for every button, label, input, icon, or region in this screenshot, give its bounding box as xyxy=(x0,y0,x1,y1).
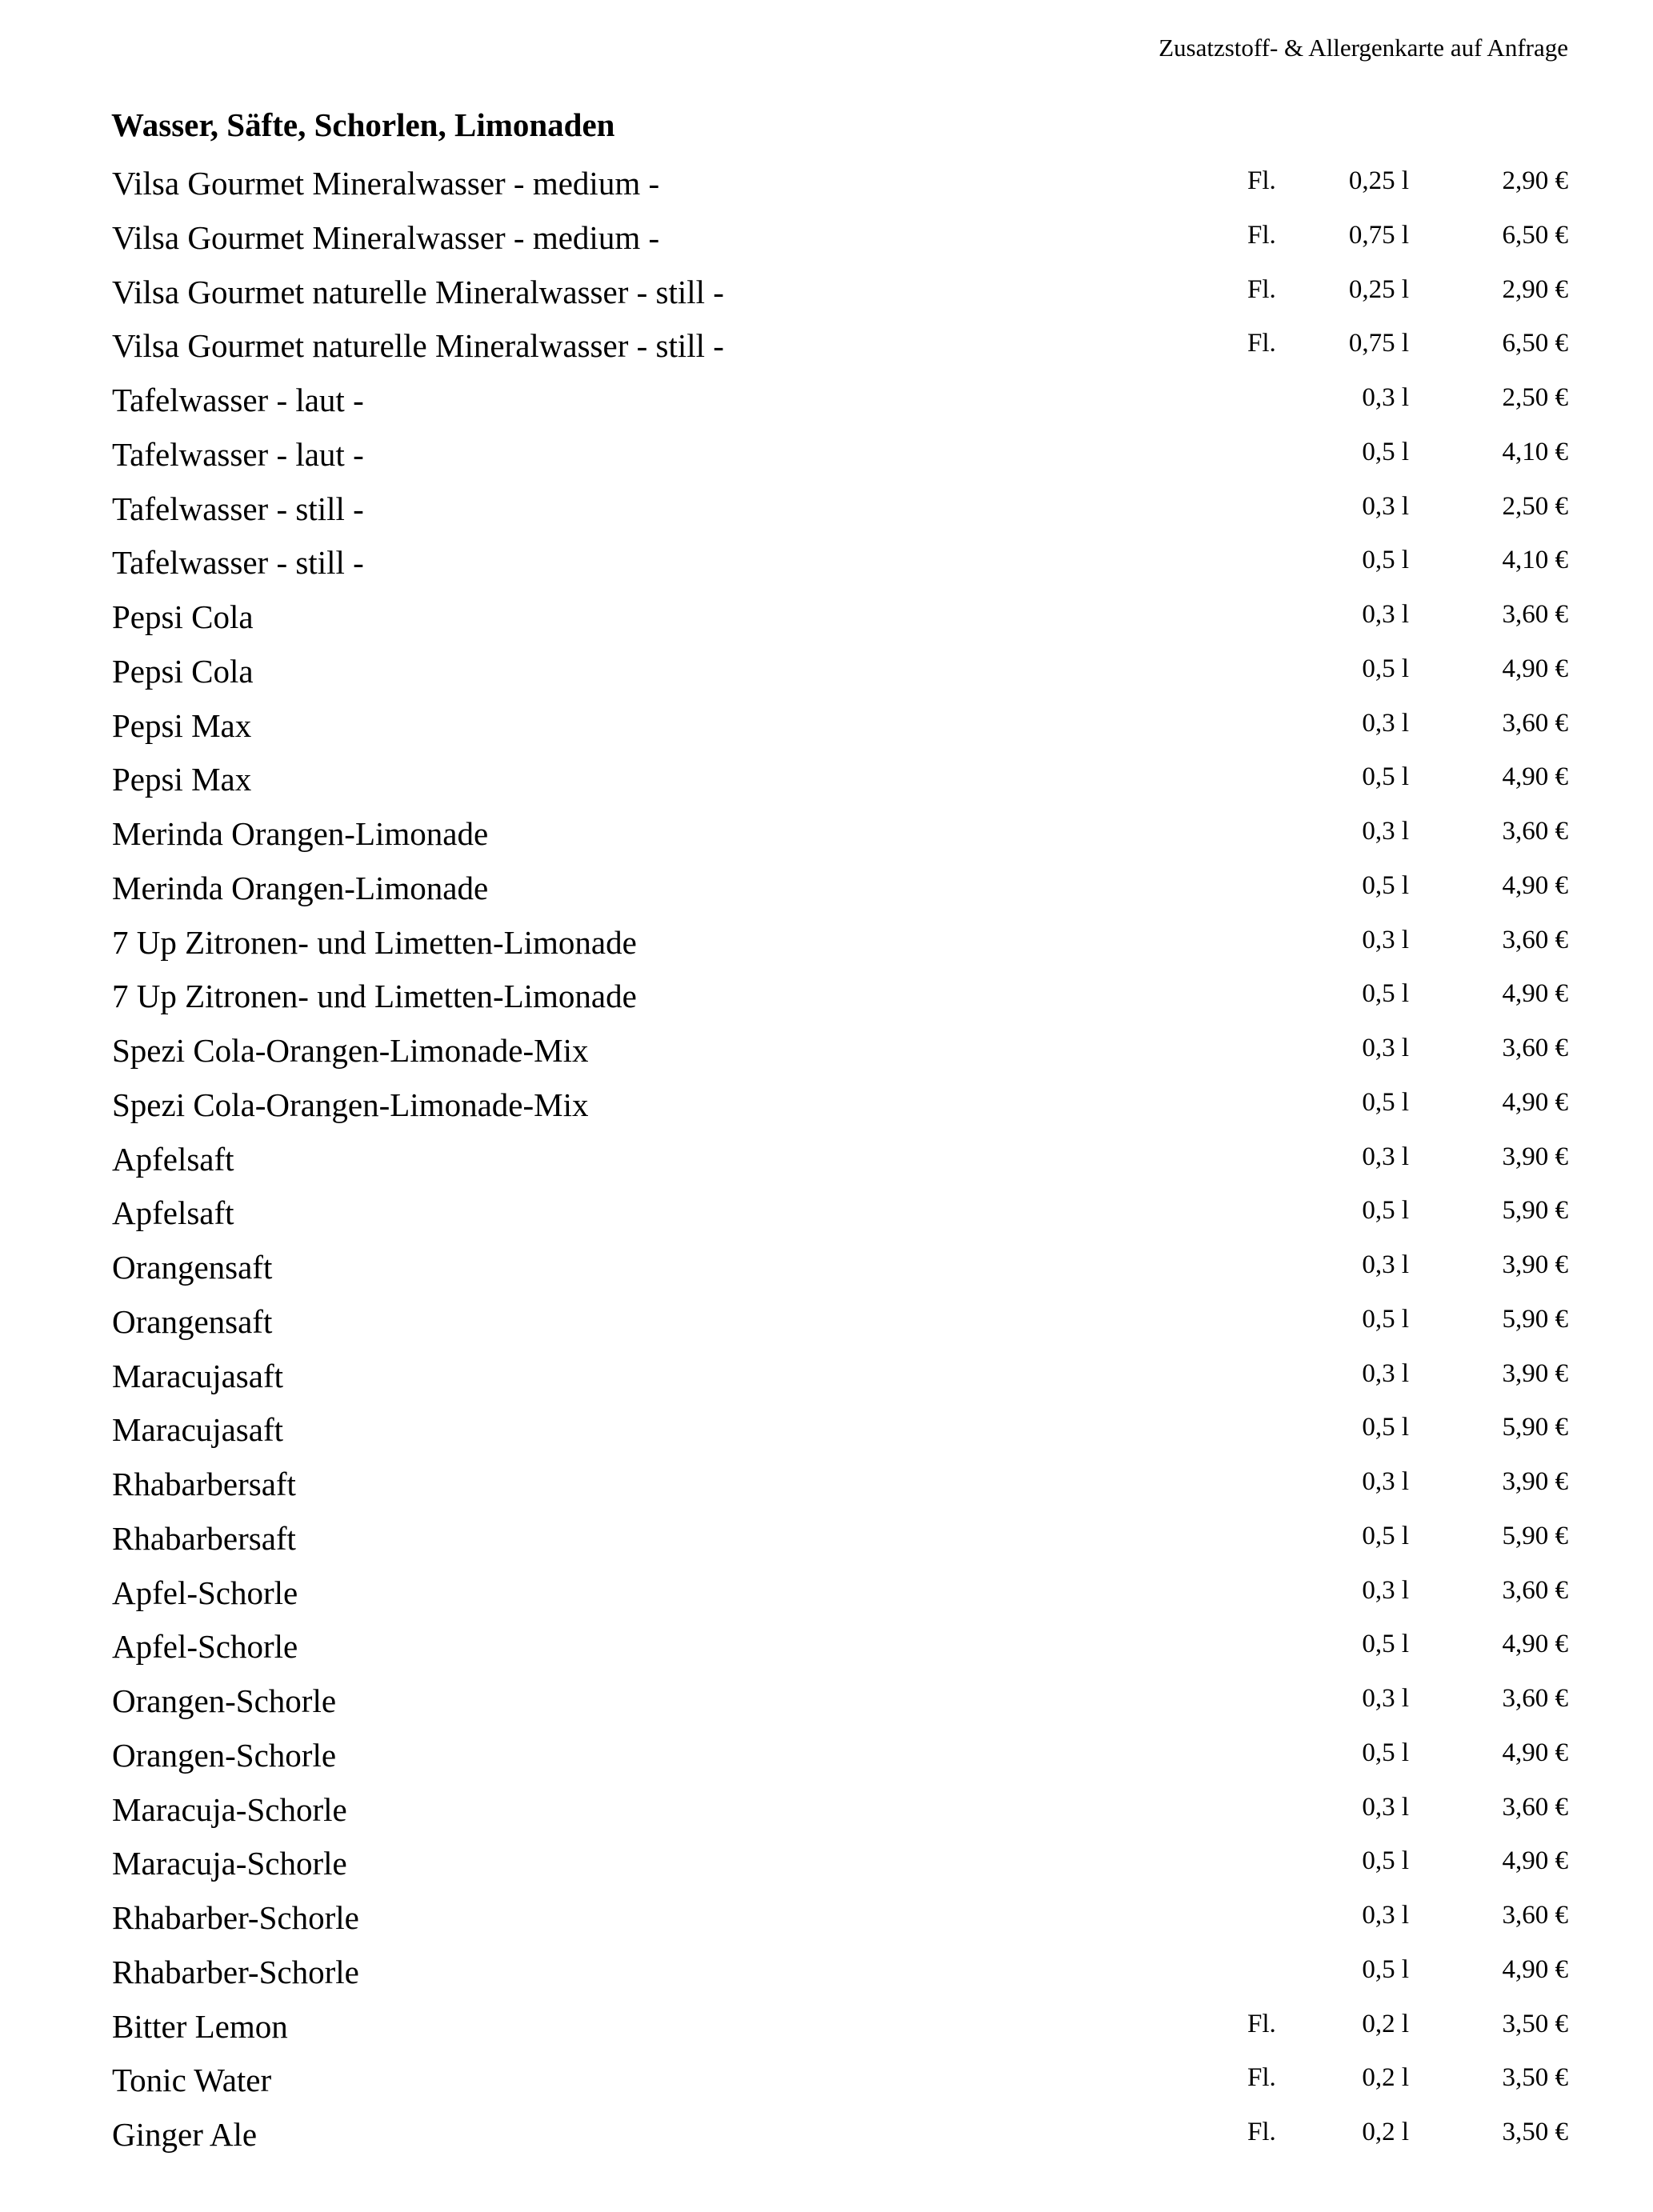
item-unit: Fl. xyxy=(1247,329,1276,358)
menu-item xyxy=(0,1294,1653,1349)
item-price: 4,90 € xyxy=(1502,1738,1568,1767)
item-volume: 0,3 l xyxy=(1362,708,1409,738)
item-volume: 0,3 l xyxy=(1362,1467,1409,1496)
item-volume: 0,25 l xyxy=(1348,166,1409,195)
item-name: Rhabarbersaft xyxy=(112,1519,296,1557)
item-name: Tafelwasser - laut - xyxy=(112,382,364,418)
item-name: Rhabarber-Schorle xyxy=(112,1953,359,1990)
item-volume: 0,3 l xyxy=(1362,1684,1409,1713)
item-unit: Fl. xyxy=(1247,166,1276,195)
item-name: Merinda Orangen-Limonade xyxy=(112,869,489,906)
menu-item xyxy=(0,1566,1653,1620)
item-name: Pepsi Max xyxy=(112,706,252,744)
item-price: 4,90 € xyxy=(1502,1954,1568,1984)
item-volume: 0,5 l xyxy=(1362,1630,1409,1659)
item-name: Orangensaft xyxy=(112,1249,273,1286)
item-name: Ginger Ale xyxy=(112,2116,258,2153)
item-price: 3,50 € xyxy=(1502,2063,1568,2093)
item-volume: 0,25 l xyxy=(1348,274,1409,304)
item-price: 3,60 € xyxy=(1502,708,1568,738)
item-price: 4,10 € xyxy=(1502,437,1568,466)
item-unit: Fl. xyxy=(1247,220,1276,250)
item-name: Merinda Orangen-Limonade xyxy=(112,815,489,852)
item-name: Vilsa Gourmet naturelle Mineralwasser - still - xyxy=(112,327,724,365)
item-price: 4,90 € xyxy=(1502,1846,1568,1876)
menu-item xyxy=(0,1836,1653,1890)
item-name: Tafelwasser - laut - xyxy=(112,435,364,473)
item-name: Orangen-Schorle xyxy=(112,1736,337,1774)
menu-item xyxy=(0,644,1653,698)
item-volume: 0,5 l xyxy=(1362,546,1409,575)
item-name: Pepsi Cola xyxy=(112,652,254,690)
item-name: Maracujasaft xyxy=(112,1357,283,1394)
item-price: 3,60 € xyxy=(1502,925,1568,954)
item-volume: 0,5 l xyxy=(1362,437,1409,466)
section-title: Wasser, Säfte, Schorlen, Limonaden xyxy=(111,106,615,143)
item-price: 3,60 € xyxy=(1502,1792,1568,1822)
item-unit: Fl. xyxy=(1247,2063,1276,2093)
item-name: Vilsa Gourmet Mineralwasser - medium - xyxy=(112,165,660,202)
item-volume: 0,75 l xyxy=(1348,329,1409,358)
item-name: Apfelsaft xyxy=(112,1140,234,1178)
item-volume: 0,3 l xyxy=(1362,1142,1409,1171)
drink-list xyxy=(0,156,1653,2162)
item-unit: Fl. xyxy=(1247,274,1276,304)
menu-item xyxy=(0,210,1653,265)
item-volume: 0,3 l xyxy=(1362,817,1409,846)
menu-item xyxy=(0,1511,1653,1566)
item-name: Pepsi Cola xyxy=(112,598,254,635)
item-price: 2,50 € xyxy=(1502,383,1568,412)
item-name: Vilsa Gourmet Mineralwasser - medium - xyxy=(112,218,660,256)
menu-item xyxy=(0,1402,1653,1457)
menu-item xyxy=(0,156,1653,210)
menu-item xyxy=(0,1890,1653,1945)
menu-item xyxy=(0,482,1653,536)
item-name: 7 Up Zitronen- und Limetten-Limonade xyxy=(112,923,637,961)
item-volume: 0,2 l xyxy=(1362,2118,1409,2146)
item-volume: 0,5 l xyxy=(1362,1413,1409,1442)
item-name: Orangen-Schorle xyxy=(112,1682,337,1719)
item-price: 2,90 € xyxy=(1502,274,1568,304)
menu-item xyxy=(0,1674,1653,1728)
menu-item xyxy=(0,2053,1653,2107)
menu-item xyxy=(0,1728,1653,1782)
item-volume: 0,5 l xyxy=(1362,870,1409,900)
item-volume: 0,5 l xyxy=(1362,979,1409,1009)
item-price: 6,50 € xyxy=(1502,329,1568,358)
menu-item xyxy=(0,1186,1653,1240)
item-price: 2,90 € xyxy=(1502,166,1568,195)
menu-item xyxy=(0,698,1653,753)
item-price: 6,50 € xyxy=(1502,220,1568,250)
item-price: 3,60 € xyxy=(1502,1034,1568,1062)
menu-item xyxy=(0,265,1653,319)
item-name: Apfelsaft xyxy=(112,1194,234,1232)
item-volume: 0,5 l xyxy=(1362,1846,1409,1876)
item-volume: 0,5 l xyxy=(1362,1954,1409,1984)
allergen-note: Zusatzstoff- & Allergenkarte auf Anfrage xyxy=(1159,34,1568,62)
item-price: 4,10 € xyxy=(1502,546,1568,575)
menu-item xyxy=(0,2107,1653,2162)
menu-item xyxy=(0,915,1653,970)
item-price: 3,60 € xyxy=(1502,817,1568,846)
item-volume: 0,5 l xyxy=(1362,654,1409,683)
item-name: 7 Up Zitronen- und Limetten-Limonade xyxy=(112,978,637,1015)
item-name: Bitter Lemon xyxy=(112,2007,288,2045)
menu-item xyxy=(0,1782,1653,1837)
menu-item xyxy=(0,1078,1653,1132)
item-volume: 0,5 l xyxy=(1362,1304,1409,1334)
item-price: 4,90 € xyxy=(1502,762,1568,792)
menu-item xyxy=(0,1023,1653,1078)
item-name: Pepsi Max xyxy=(112,761,252,798)
item-volume: 0,3 l xyxy=(1362,1358,1409,1388)
menu-item xyxy=(0,318,1653,373)
item-volume: 0,5 l xyxy=(1362,1196,1409,1226)
menu-item xyxy=(0,861,1653,915)
item-unit: Fl. xyxy=(1247,2118,1276,2146)
item-name: Rhabarber-Schorle xyxy=(112,1899,359,1936)
item-volume: 0,3 l xyxy=(1362,491,1409,521)
item-price: 3,90 € xyxy=(1502,1142,1568,1171)
item-volume: 0,3 l xyxy=(1362,1901,1409,1930)
item-volume: 0,75 l xyxy=(1348,220,1409,250)
item-price: 5,90 € xyxy=(1502,1196,1568,1226)
menu-item xyxy=(0,1999,1653,2054)
item-volume: 0,3 l xyxy=(1362,600,1409,629)
item-price: 3,90 € xyxy=(1502,1467,1568,1496)
item-name: Rhabarbersaft xyxy=(112,1466,296,1502)
item-price: 3,60 € xyxy=(1502,1901,1568,1930)
menu-item xyxy=(0,752,1653,806)
item-price: 3,60 € xyxy=(1502,600,1568,629)
menu-item xyxy=(0,1349,1653,1403)
item-volume: 0,5 l xyxy=(1362,1521,1409,1550)
item-price: 3,50 € xyxy=(1502,2118,1568,2146)
item-volume: 0,2 l xyxy=(1362,2063,1409,2093)
item-name: Maracujasaft xyxy=(112,1411,283,1449)
item-price: 3,90 € xyxy=(1502,1250,1568,1279)
item-unit: Fl. xyxy=(1247,2009,1276,2038)
item-name: Spezi Cola-Orangen-Limonade-Mix xyxy=(112,1086,589,1123)
item-price: 3,50 € xyxy=(1502,2009,1568,2038)
item-name: Maracuja-Schorle xyxy=(112,1845,347,1882)
item-name: Tafelwasser - still - xyxy=(112,544,364,582)
item-price: 3,90 € xyxy=(1502,1358,1568,1388)
menu-item xyxy=(0,1240,1653,1294)
item-price: 5,90 € xyxy=(1502,1304,1568,1334)
item-price: 4,90 € xyxy=(1502,1630,1568,1659)
item-name: Vilsa Gourmet naturelle Mineralwasser - still - xyxy=(112,273,724,310)
item-name: Apfel-Schorle xyxy=(112,1628,298,1666)
item-price: 2,50 € xyxy=(1502,491,1568,521)
menu-item xyxy=(0,427,1653,482)
menu-item xyxy=(0,373,1653,427)
item-name: Tafelwasser - still - xyxy=(112,490,364,527)
item-name: Spezi Cola-Orangen-Limonade-Mix xyxy=(112,1032,589,1069)
item-name: Maracuja-Schorle xyxy=(112,1790,347,1828)
item-price: 4,90 € xyxy=(1502,870,1568,900)
menu-item xyxy=(0,1619,1653,1674)
item-name: Apfel-Schorle xyxy=(112,1574,298,1611)
menu-item xyxy=(0,1457,1653,1511)
item-name: Orangensaft xyxy=(112,1302,273,1340)
item-price: 5,90 € xyxy=(1502,1413,1568,1442)
menu-item xyxy=(0,590,1653,644)
menu-item xyxy=(0,1945,1653,1999)
item-volume: 0,5 l xyxy=(1362,762,1409,792)
item-volume: 0,3 l xyxy=(1362,1792,1409,1822)
item-volume: 0,5 l xyxy=(1362,1738,1409,1767)
item-volume: 0,3 l xyxy=(1362,383,1409,412)
menu-item xyxy=(0,1132,1653,1186)
item-volume: 0,5 l xyxy=(1362,1087,1409,1117)
item-name: Tonic Water xyxy=(112,2062,272,2099)
menu-item xyxy=(0,969,1653,1023)
item-price: 3,60 € xyxy=(1502,1684,1568,1713)
menu-item xyxy=(0,806,1653,861)
item-volume: 0,3 l xyxy=(1362,1575,1409,1605)
item-volume: 0,3 l xyxy=(1362,925,1409,954)
item-volume: 0,2 l xyxy=(1362,2009,1409,2038)
item-volume: 0,3 l xyxy=(1362,1034,1409,1062)
item-price: 4,90 € xyxy=(1502,979,1568,1009)
item-price: 4,90 € xyxy=(1502,654,1568,683)
item-price: 4,90 € xyxy=(1502,1087,1568,1117)
item-volume: 0,3 l xyxy=(1362,1250,1409,1279)
item-price: 5,90 € xyxy=(1502,1521,1568,1550)
menu-item xyxy=(0,535,1653,590)
item-price: 3,60 € xyxy=(1502,1575,1568,1605)
